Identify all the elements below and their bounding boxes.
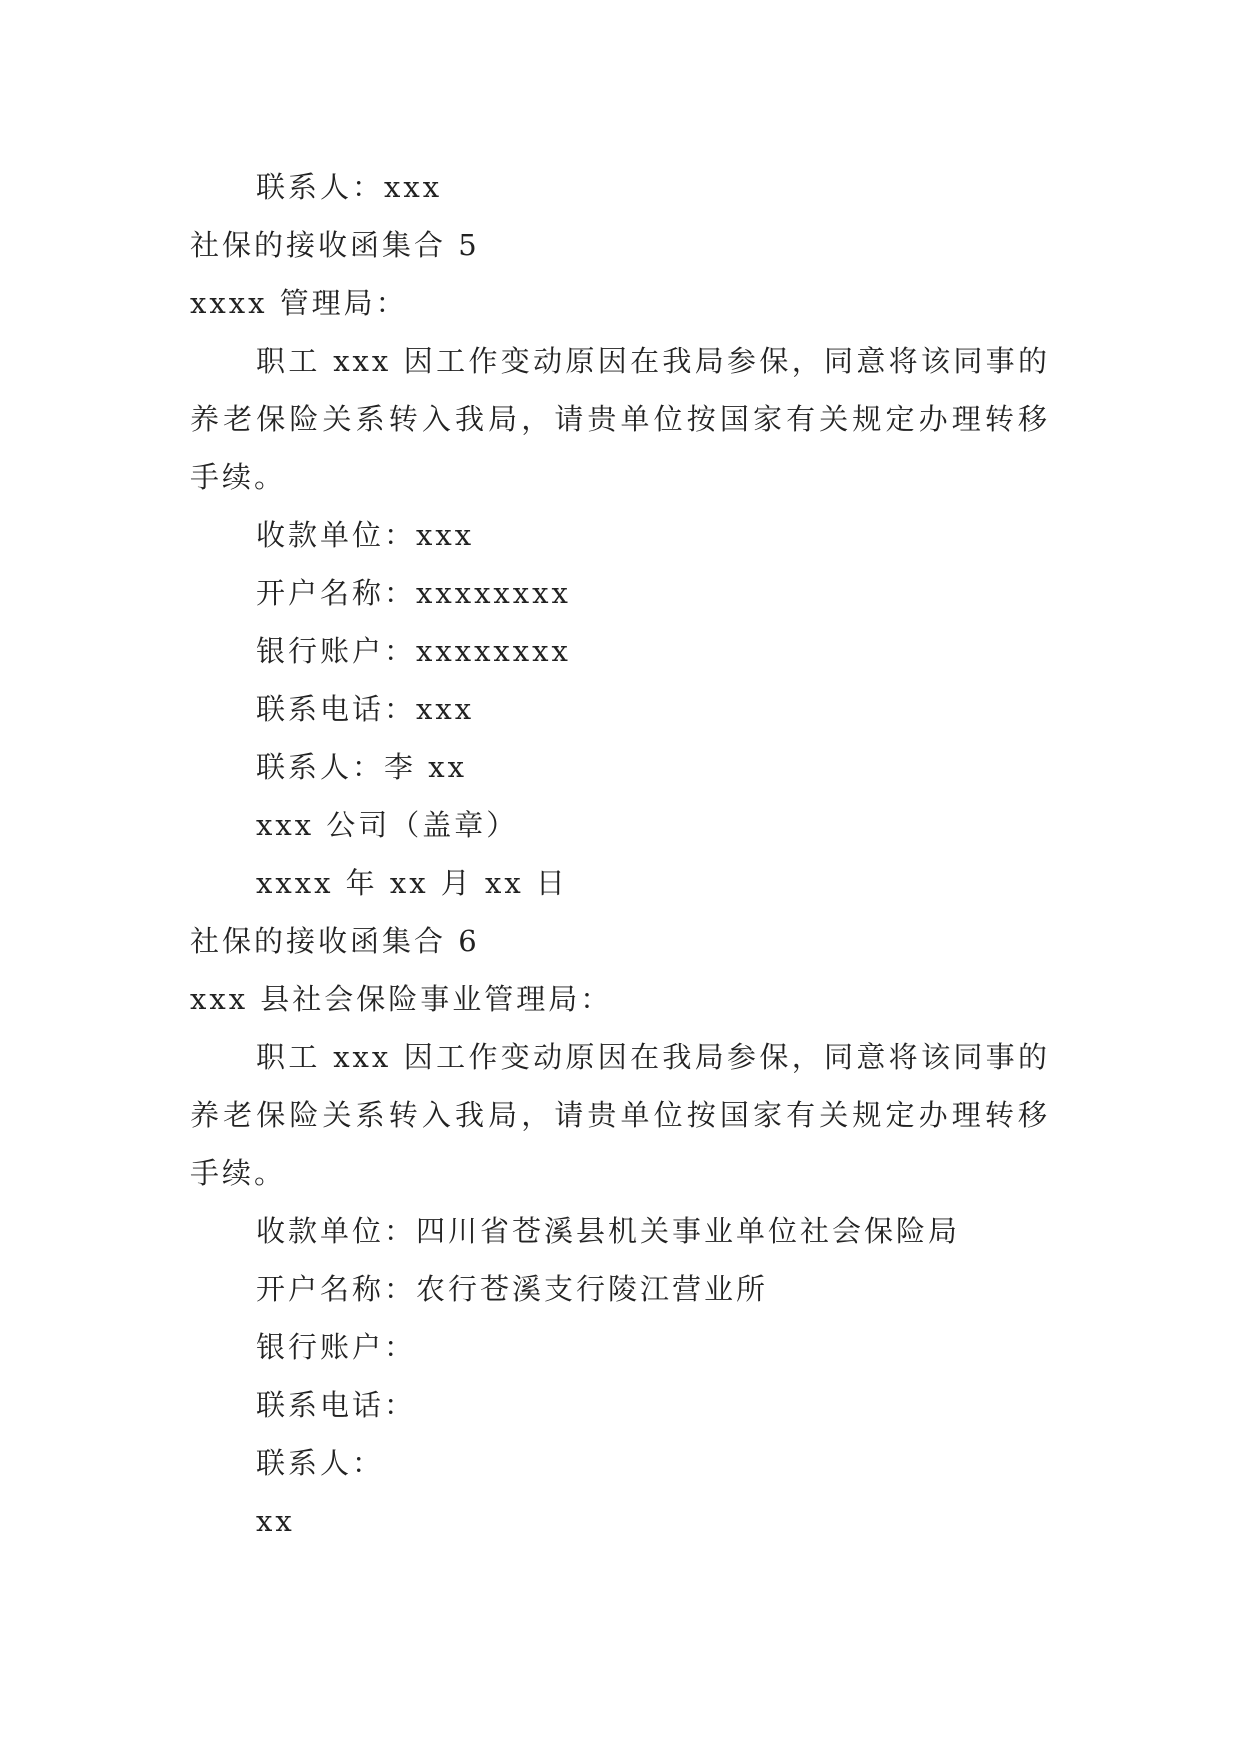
company-seal-line-5: xxx 公司（盖章）	[256, 808, 519, 842]
section-heading-5: 社保的接收函集合 5	[190, 228, 480, 262]
field-bank-account-6: 银行账户：	[256, 1330, 417, 1364]
field-contact-5: 联系人：李 xx	[256, 750, 467, 784]
field-payee-5: 收款单位：xxx	[256, 518, 475, 552]
date-line-5: xxxx 年 xx 月 xx 日	[256, 866, 568, 900]
field-contact-6: 联系人：	[256, 1446, 385, 1480]
addressee-line-5: xxxx 管理局：	[190, 286, 408, 320]
field-account-name-6: 开户名称：农行苍溪支行陵江营业所	[256, 1272, 769, 1306]
section-heading-6: 社保的接收函集合 6	[190, 924, 480, 958]
body-paragraph-6: 职工 xxx 因工作变动原因在我局参保，同意将该同事的养老保险关系转入我局，请贵单位按国家有关规定办理转移手续。	[190, 1040, 1050, 1190]
body-paragraph-5: 职工 xxx 因工作变动原因在我局参保，同意将该同事的养老保险关系转入我局，请贵单位按国家有关规定办理转移手续。	[190, 344, 1050, 494]
contact-person-line: 联系人：xxx	[256, 170, 443, 204]
field-phone-6: 联系电话：	[256, 1388, 417, 1422]
document-body	[190, 158, 1050, 1550]
field-account-name-5: 开户名称：xxxxxxxx	[256, 576, 571, 610]
signature-line-6: xx	[256, 1504, 295, 1538]
field-payee-6: 收款单位：四川省苍溪县机关事业单位社会保险局	[256, 1214, 961, 1248]
field-phone-5: 联系电话：xxx	[256, 692, 475, 726]
field-bank-account-5: 银行账户：xxxxxxxx	[256, 634, 571, 668]
addressee-line-6: xxx 县社会保险事业管理局：	[190, 982, 613, 1016]
